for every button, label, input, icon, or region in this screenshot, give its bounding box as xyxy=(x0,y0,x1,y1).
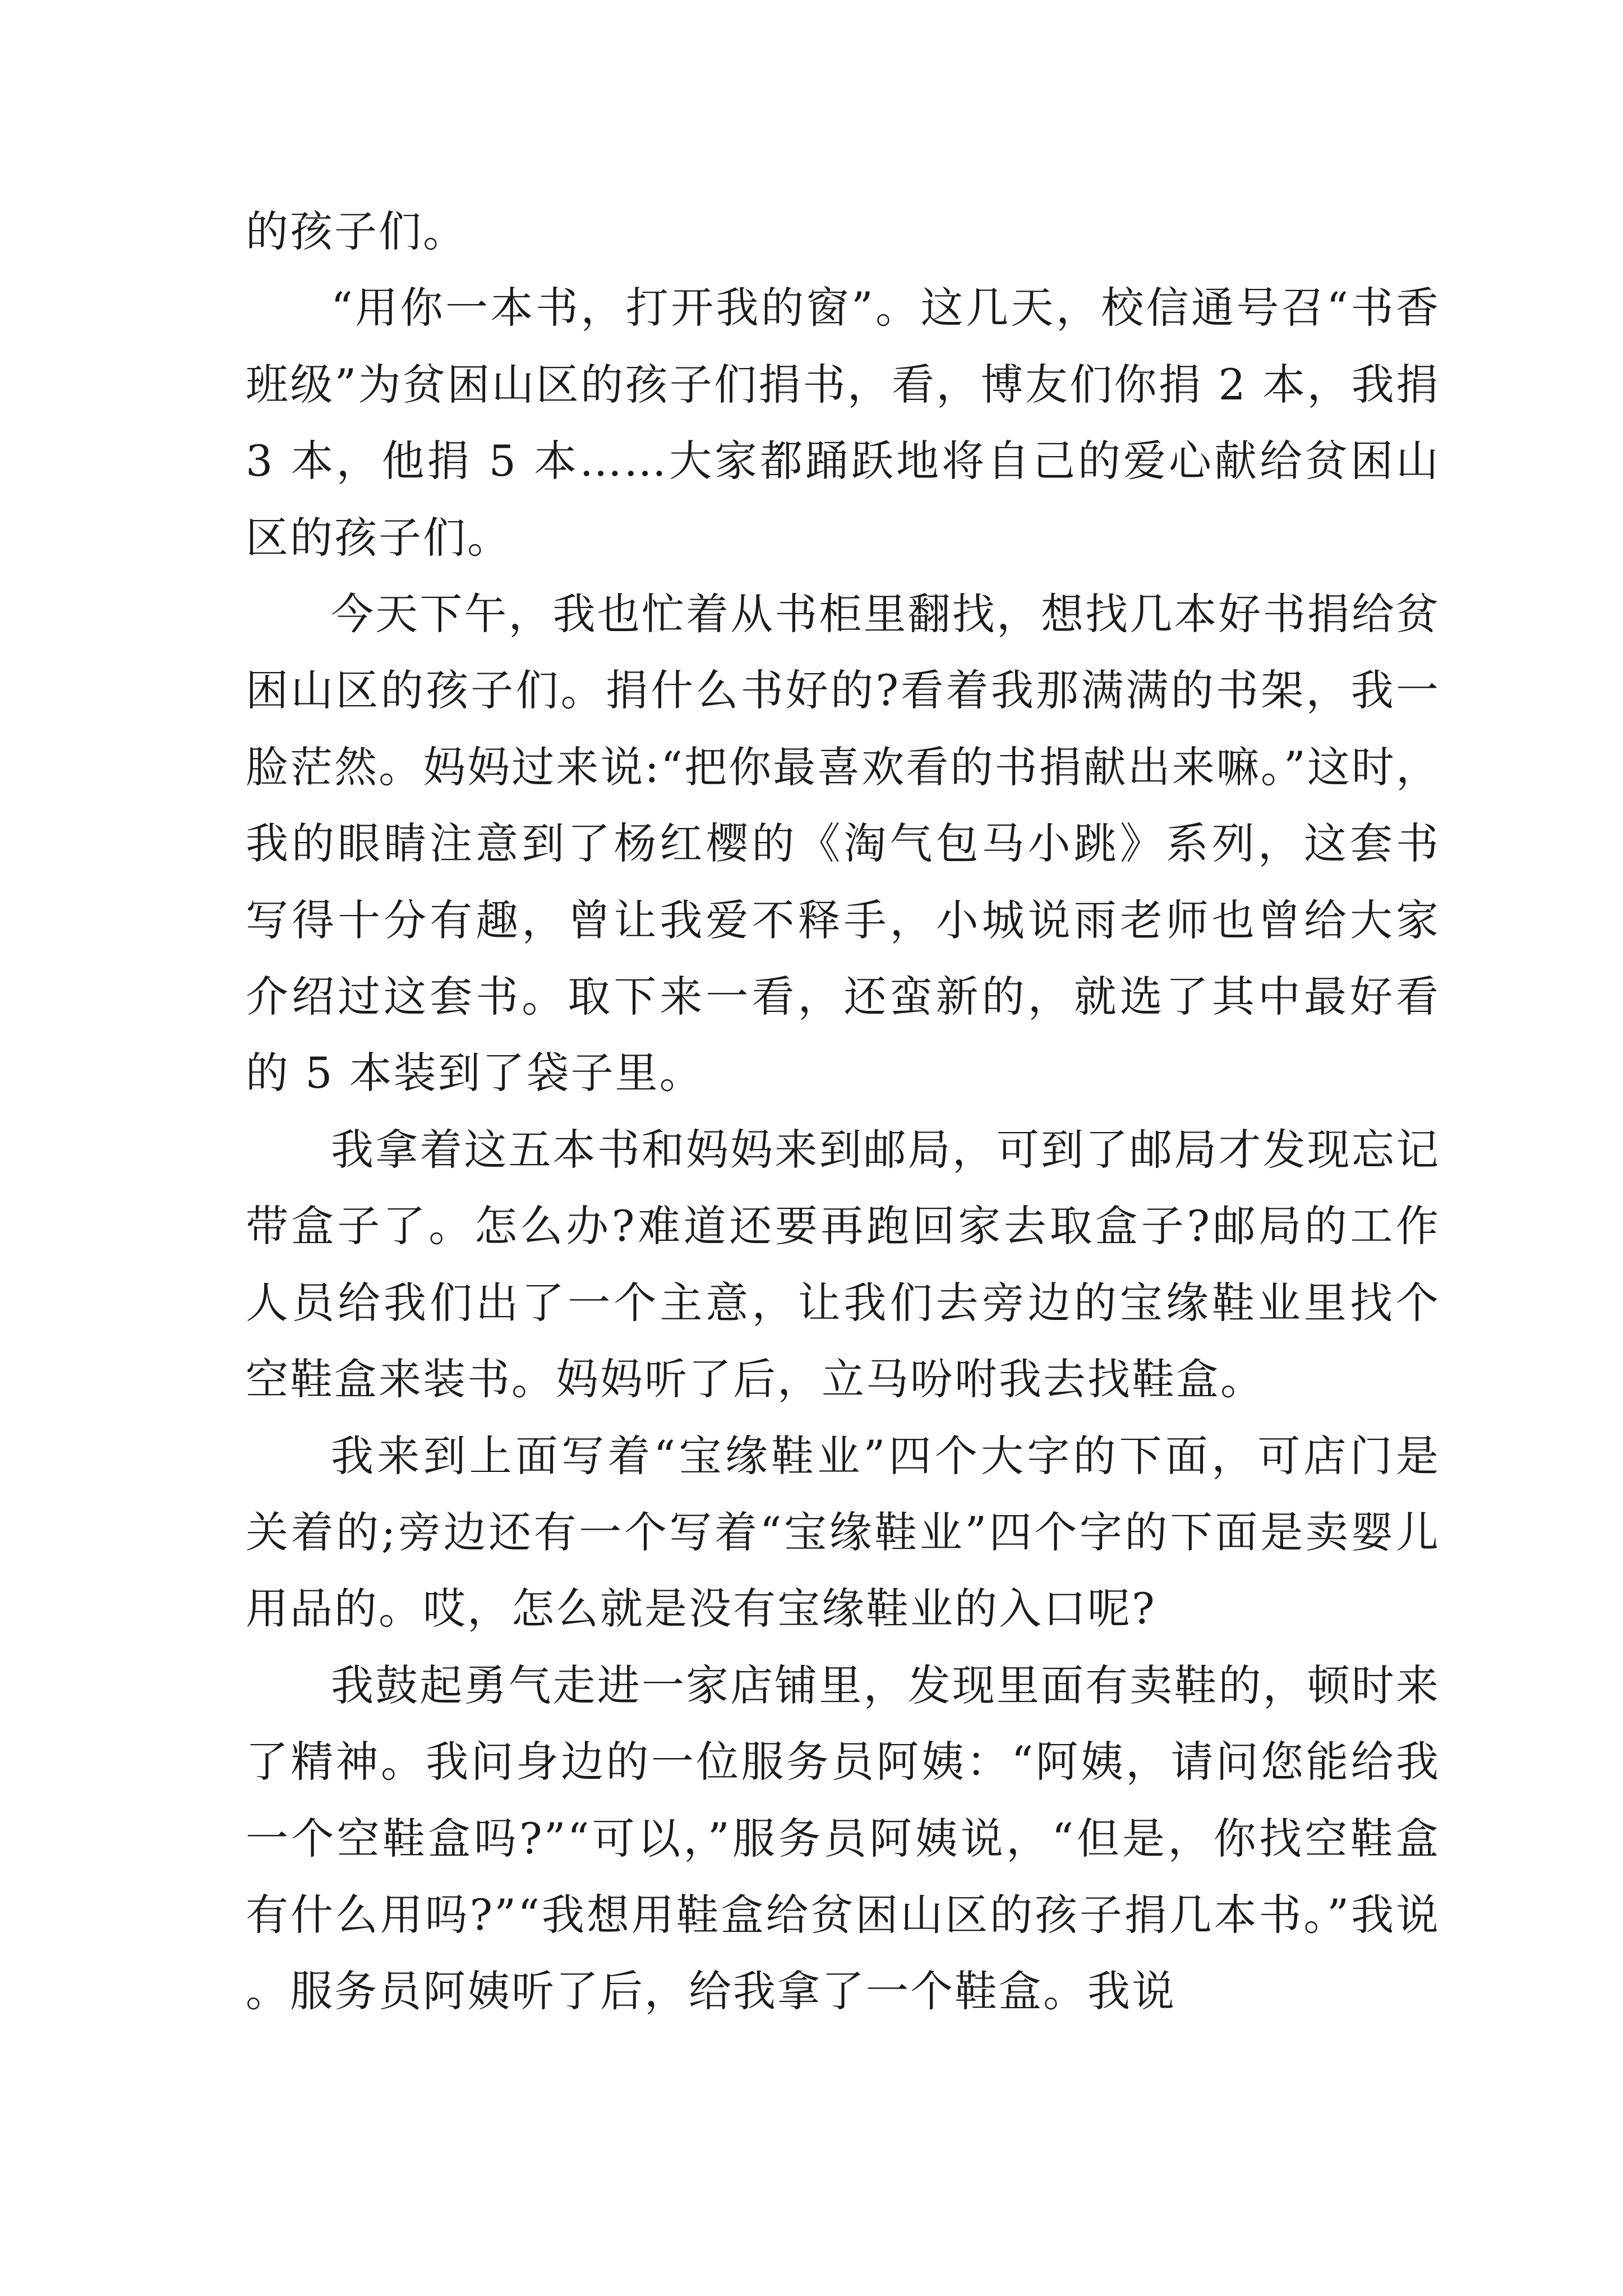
paragraph: 今天下午，我也忙着从书柜里翻找，想找几本好书捐给贫困山区的孩子们。捐什么书好的?看着我那满满的书架，我一脸茫然。妈妈过来说:“把你最喜欢看的书捐献出来嘛。”这时，我的眼睛注意到了杨红樱的《淘气包马小跳》系列，这套书写得十分有趣，曾让我爱不释手，小城说雨老师也曾给大家介绍过这套书。取下来一看，还蛮新的，就选了其中最好看的 5 本装到了袋子里。 xyxy=(246,589,1440,1098)
paragraph: 我来到上面写着“宝缘鞋业”四个大字的下面，可店门是关着的;旁边还有一个写着“宝缘鞋业”四个字的下面是卖婴儿用品的。哎，怎么就是没有宝缘鞋业的入口呢? xyxy=(246,1430,1440,1634)
body-text xyxy=(246,194,1440,2030)
paragraph: 我拿着这五本书和妈妈来到邮局，可到了邮局才发现忘记带盒子了。怎么办?难道还要再跑回家去取盒子?邮局的工作人员给我们出了一个主意，让我们去旁边的宝缘鞋业里找个空鞋盒来装书。妈妈听了后，立马吩咐我去找鞋盒。 xyxy=(246,1124,1440,1405)
paragraph: 我鼓起勇气走进一家店铺里，发现里面有卖鞋的，顿时来了精神。我问身边的一位服务员阿姨：“阿姨，请问您能给我一个空鞋盒吗?”“可以，”服务员阿姨说，“但是，你找空鞋盒有什么用吗?”“我想用鞋盒给贫困山区的孩子捐几本书。”我说。服务员阿姨听了后，给我拿了一个鞋盒。我说 xyxy=(246,1660,1440,2017)
paragraph: 的孩子们。 xyxy=(246,206,467,256)
paragraph: “用你一本书，打开我的窗”。这几天，校信通号召“书香班级”为贫困山区的孩子们捐书，看，博友们你捐 2 本，我捐 3 本，他捐 5 本……大家都踊跃地将自己的爱心献给贫困山区的孩子们。 xyxy=(246,283,1440,563)
